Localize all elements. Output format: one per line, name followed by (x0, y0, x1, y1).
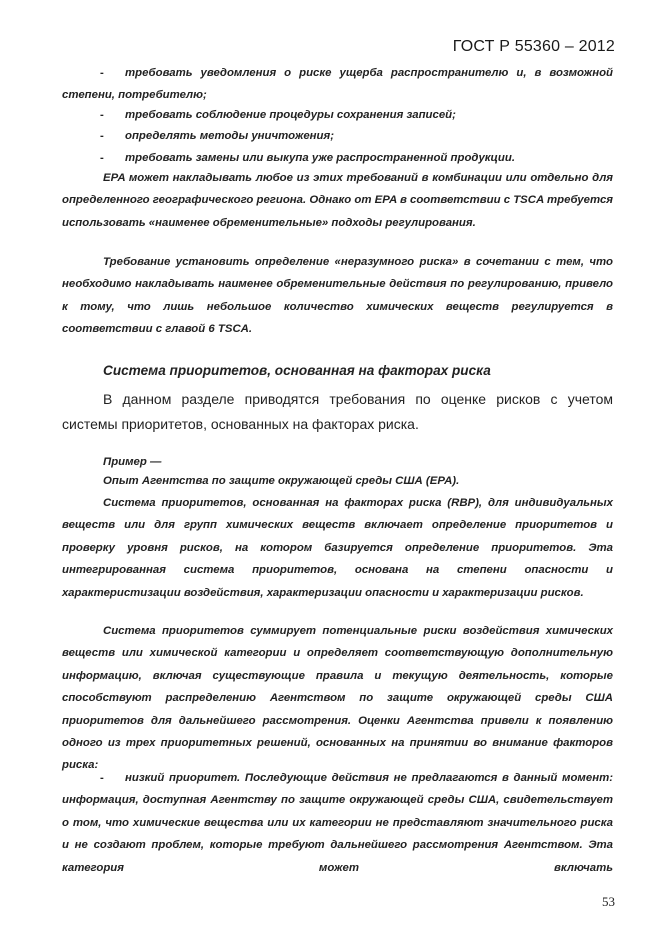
example-label: Пример — (103, 456, 162, 468)
list-item (62, 62, 613, 107)
list-item-text: низкий приоритет. Последующие действия не предлагаются в данный момент: информация, доступная Агентству по защите окружающей среды США, свидетельствует о том, что химические вещества или их категории не представляют значительного риска и не создают проблем, которые требуют дальнейшего рассмотрения Агентством. Эта категория может включать (62, 772, 613, 874)
dash-marker: - (100, 67, 104, 79)
list-item (62, 104, 613, 126)
list-item (62, 767, 613, 879)
dash-marker: - (100, 130, 104, 142)
paragraph-requirement: Требование установить определение «неразумного риска» в сочетании с тем, что необходимо накладывать наименее обременительные действия по регулированию, привело к тому, что лишь небольшое количество химических веществ регулируется в соответствии с главой 6 TSCA. (62, 256, 613, 336)
page-number: 53 (602, 894, 615, 909)
list-item (62, 125, 613, 147)
list-item-text: требовать соблюдение процедуры сохранения записей; (125, 109, 456, 121)
example-paragraph-1: Система приоритетов, основанная на факторах риска (RBP), для индивидуальных веществ или для групп химических веществ включает определение приоритетов и проверку уровня рисков, на котором базируется определение приоритетов. Эта интегрированная система приоритетов, основана на степени опасности и характеристизации воздействия, характеризации опасности и характеризации рисков. (62, 497, 613, 599)
section-intro: В данном разделе приводятся требования по оценке рисков с учетом системы приоритетов, основанных на факторах риска. (62, 391, 613, 432)
dash-marker: - (100, 109, 104, 121)
section-heading: Система приоритетов, основанная на факторах риска (103, 363, 491, 378)
dash-marker: - (100, 772, 104, 784)
dash-marker: - (100, 152, 104, 164)
example-title: Опыт Агентства по защите окружающей среды США (EPA). (103, 475, 460, 487)
list-item-text: требовать замены или выкупа уже распространенной продукции. (125, 152, 515, 164)
paragraph-epa: EPA может накладывать любое из этих требований в комбинации или отдельно для определенного географического региона. Однако от EPA в соответствии с TSCA требуется использовать «наименее обременительные» подходы регулирования. (62, 172, 613, 229)
standard-header: ГОСТ Р 55360 – 2012 (452, 38, 615, 55)
example-paragraph-2: Система приоритетов суммирует потенциальные риски воздействия химических веществ или химической категории и определяет соответствующую дополнительную информацию, включая существующие правила и текущую деятельность, которые способствуют распределению Агентством по защите окружающей среды США приоритетов для дальнейшего рассмотрения. Оценки Агентства привели к появлению одного из трех приоритетных решений, основанных на принятии во внимание факторов риска: (62, 625, 613, 772)
list-item-text: требовать уведомления о риске ущерба распространителю и, в возможной степени, потребителю; (62, 67, 613, 102)
list-item-text: определять методы уничтожения; (125, 130, 335, 142)
